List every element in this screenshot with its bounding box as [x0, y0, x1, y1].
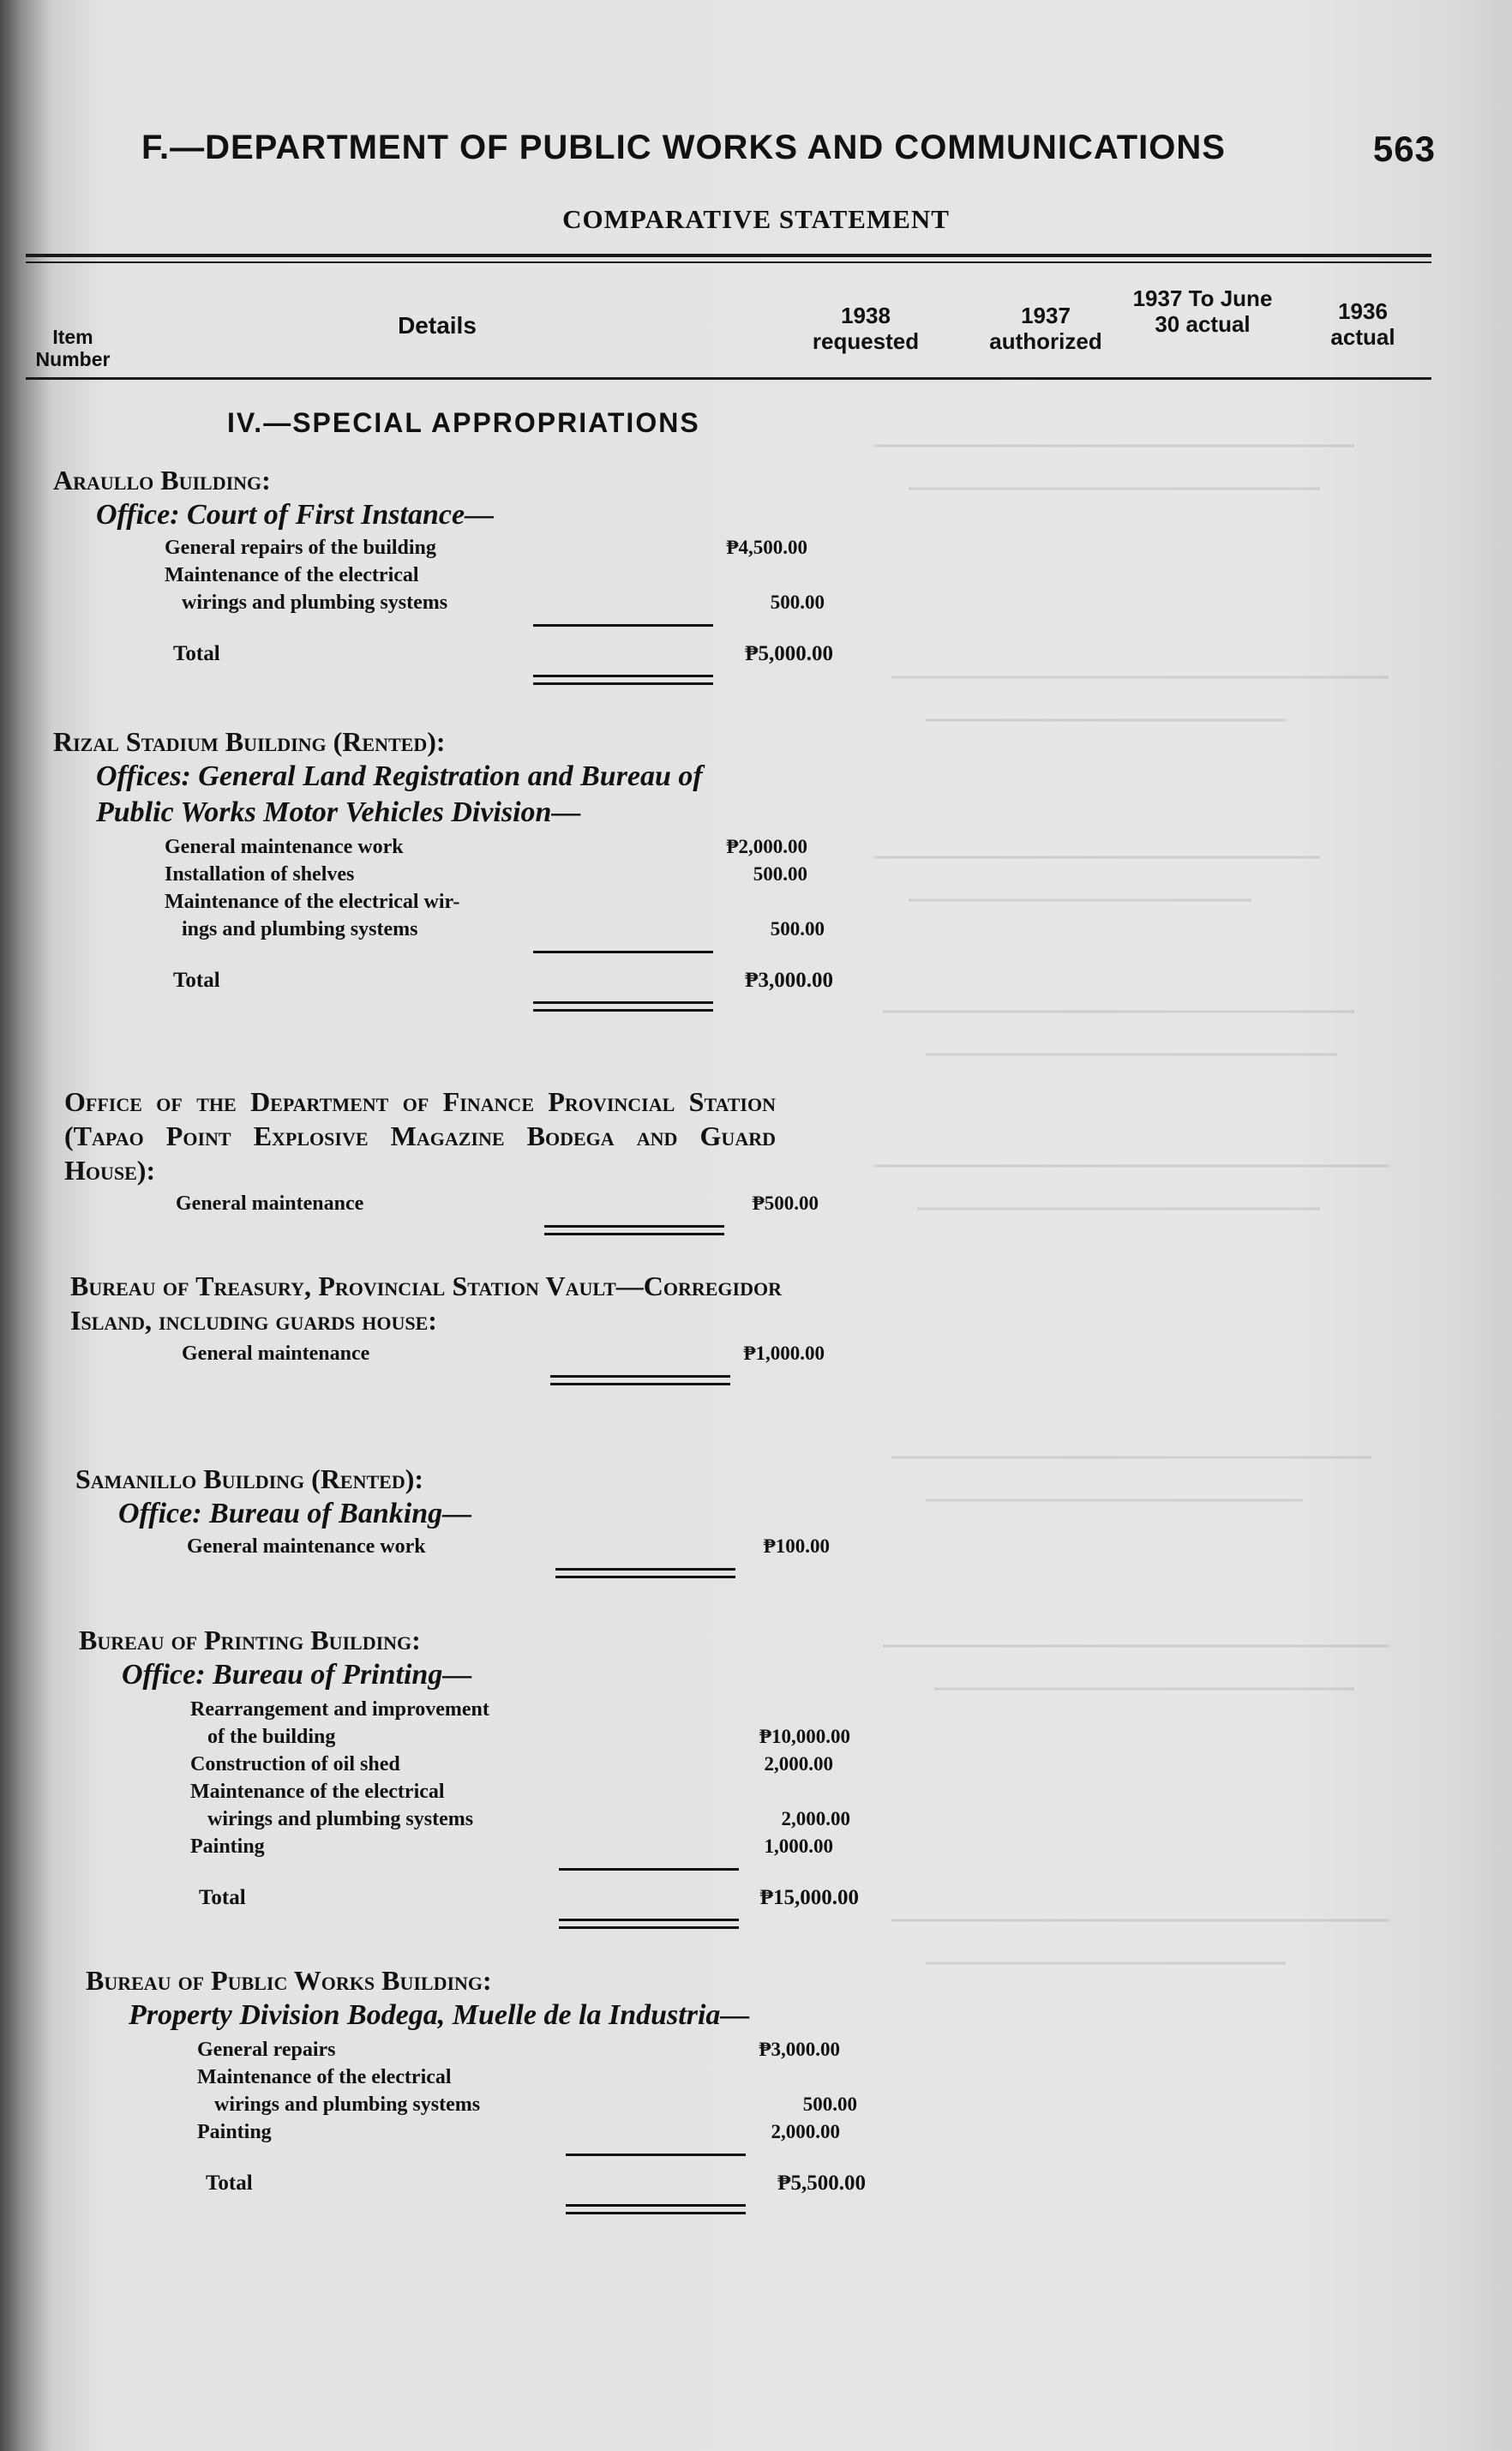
total-row: Total ₱5,000.00	[173, 642, 833, 665]
total-double-rule	[533, 1001, 713, 1012]
running-head	[141, 129, 1436, 180]
line-item: General repairs of the building ₱4,500.00	[165, 537, 807, 559]
entry-rizal-stadium-building	[53, 724, 833, 1012]
top-rule	[26, 254, 1431, 257]
header-bottom-rule	[26, 377, 1431, 380]
entry-finance-provincial-station	[64, 1084, 819, 1235]
entry-samanillo-building	[75, 1462, 830, 1578]
line-item: General maintenance ₱1,000.00	[182, 1343, 825, 1365]
entry-office: Offices: General Land Registration and Bureau of Public Works Motor Vehicles Division—	[96, 760, 703, 828]
line-item: Installation of shelves 500.00	[165, 863, 807, 886]
line-item: Construction of oil shed 2,000.00	[190, 1753, 833, 1775]
column-header-item-number: Item Number	[35, 326, 111, 370]
column-header-details: Details	[398, 312, 477, 339]
line-item: General maintenance work ₱100.00	[187, 1535, 830, 1558]
section-title: IV.—SPECIAL APPROPRIATIONS	[227, 407, 700, 438]
entry-heading: Bureau of Treasury, Provincial Station Vault—Corregidor Island, including guards house:	[70, 1271, 782, 1336]
statement-title: COMPARATIVE STATEMENT	[562, 204, 950, 234]
total-double-rule	[555, 1568, 735, 1578]
column-header-1937-actual: 1937 To June 30 actual	[1132, 285, 1273, 337]
entry-treasury-provincial-vault	[70, 1269, 825, 1385]
line-item: wirings and plumbing systems 500.00	[214, 2094, 857, 2116]
line-item: wirings and plumbing systems 2,000.00	[207, 1808, 850, 1830]
line-item: wirings and plumbing systems 500.00	[182, 592, 825, 614]
total-double-rule	[544, 1225, 724, 1235]
bleed-through-texture	[874, 394, 1406, 2195]
entry-heading: Bureau of Printing Building:	[79, 1625, 421, 1655]
column-header-1938: 1938 requested	[812, 303, 920, 354]
line-item: Painting 2,000.00	[197, 2121, 840, 2143]
entry-araullo-building	[53, 463, 833, 685]
line-item: ings and plumbing systems 500.00	[182, 918, 825, 940]
entry-bureau-of-public-works-building	[86, 1963, 866, 2214]
line-item: General maintenance work ₱2,000.00	[165, 836, 807, 858]
total-double-rule	[533, 675, 713, 685]
line-item: of the building ₱10,000.00	[207, 1726, 850, 1748]
subtotal-rule	[559, 1868, 739, 1874]
entry-heading: Araullo Building:	[53, 465, 271, 496]
entry-heading: Bureau of Public Works Building:	[86, 1965, 492, 1996]
page-number: 563	[1372, 129, 1436, 169]
entry-heading: Office of the Department of Finance Provincial Station (Tapao Point Explosive Magazine Bodega and Guard House):	[64, 1086, 776, 1186]
column-header-1936: 1936 actual	[1330, 298, 1395, 350]
entry-office: Office: Court of First Instance—	[96, 499, 495, 531]
subtotal-rule	[566, 2154, 746, 2160]
total-row: Total ₱15,000.00	[199, 1886, 859, 1909]
entry-office: Property Division Bodega, Muelle de la Industria—	[129, 1999, 750, 2031]
line-item: General maintenance ₱500.00	[176, 1192, 819, 1215]
bleed-through-lines	[874, 394, 1406, 2195]
line-item: Maintenance of the electrical	[197, 2066, 452, 2088]
top-rule-thin	[26, 261, 1431, 263]
line-item: Maintenance of the electrical	[165, 564, 419, 586]
entry-bureau-of-printing-building	[79, 1623, 859, 1929]
entry-heading: Samanillo Building (Rented):	[75, 1463, 424, 1494]
total-double-rule	[559, 1919, 739, 1929]
entry-heading: Rizal Stadium Building (Rented):	[53, 726, 446, 757]
total-double-rule	[566, 2204, 746, 2214]
entry-office: Office: Bureau of Banking—	[118, 1498, 472, 1529]
total-row: Total ₱5,500.00	[206, 2172, 866, 2195]
line-item: Painting 1,000.00	[190, 1835, 833, 1858]
total-row: Total ₱3,000.00	[173, 969, 833, 992]
subtotal-rule	[533, 951, 713, 957]
line-item: Maintenance of the electrical wir-	[165, 891, 460, 913]
entry-office: Office: Bureau of Printing—	[122, 1659, 472, 1691]
line-item: General repairs ₱3,000.00	[197, 2039, 840, 2061]
subtotal-rule	[533, 624, 713, 630]
total-double-rule	[550, 1375, 730, 1385]
column-header-1937-authorized: 1937 authorized	[989, 303, 1102, 354]
department-title: F.—DEPARTMENT OF PUBLIC WORKS AND COMMUNICATIONS	[141, 129, 1226, 166]
line-item: Maintenance of the electrical	[190, 1781, 445, 1803]
line-item: Rearrangement and improvement	[190, 1698, 489, 1721]
